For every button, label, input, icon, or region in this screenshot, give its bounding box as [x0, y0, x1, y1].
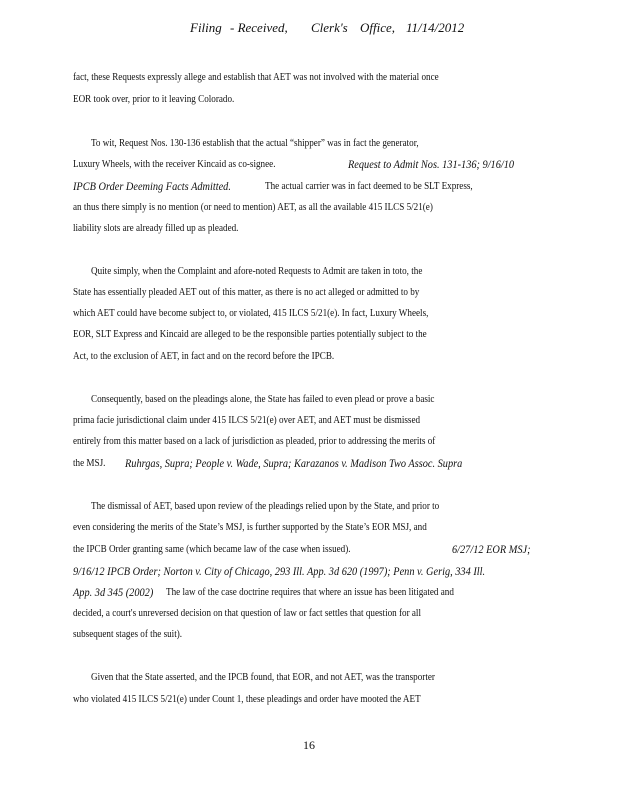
header-received: - Received, [230, 20, 288, 35]
body-line: entirely from this matter based on a lack of jurisdiction as pleaded, prior to addressing the merits of [73, 436, 436, 447]
body-line: Luxury Wheels, with the receiver Kincaid as co-signee. [73, 159, 276, 170]
citation: 6/27/12 EOR MSJ; [452, 542, 531, 556]
body-line: liability slots are already filled up as pleaded. [73, 223, 239, 234]
body-line: Act, to the exclusion of AET, in fact and on the record before the IPCB. [73, 351, 335, 362]
body-line: decided, a court's unreversed decision on that question of law or fact settles that question for all [73, 608, 422, 619]
body-line: which AET could have become subject to, or violated, 415 ILCS 5/21(e). In fact, Luxury Wheels, [73, 308, 429, 319]
body-line: subsequent stages of the suit). [73, 629, 183, 640]
body-line: prima facie jurisdictional claim under 415 ILCS 5/21(e) over AET, and AET must be dismissed [73, 415, 421, 426]
body-line: the IPCB Order granting same (which became law of the case when issued). [73, 544, 351, 555]
header-clerks: Clerk's [311, 20, 348, 35]
page-number: 16 [303, 738, 315, 752]
header-filing: Filing [190, 20, 222, 35]
body-line: fact, these Requests expressly allege and establish that AET was not involved with the material once [73, 72, 439, 83]
header-date: 11/14/2012 [406, 20, 465, 35]
body-line: even considering the merits of the State’s MSJ, is further supported by the State’s EOR MSJ, and [73, 522, 427, 533]
body-line: EOR, SLT Express and Kincaid are alleged to be the responsible parties potentially subject to the [73, 329, 427, 340]
body-line: an thus there simply is no mention (or need to mention) AET, as all the available 415 ILCS 5/21(e) [73, 202, 433, 213]
body-line: The dismissal of AET, based upon review of the pleadings relied upon by the State, and prior to [91, 501, 440, 512]
citation: Ruhrgas, Supra; People v. Wade, Supra; Karazanos v. Madison Two Assoc. Supra [125, 456, 463, 470]
body-line: the MSJ. [73, 458, 106, 469]
body-line: State has essentially pleaded AET out of this matter, as there is no act alleged or admitted to by [73, 287, 420, 298]
body-line: who violated 415 ILCS 5/21(e) under Count 1, these pleadings and order have mooted the AET [73, 694, 421, 705]
body-line: To wit, Request Nos. 130-136 establish that the actual “shipper” was in fact the generator, [91, 138, 419, 149]
body-line: Quite simply, when the Complaint and afore-noted Requests to Admit are taken in toto, the [91, 266, 423, 277]
body-line: The actual carrier was in fact deemed to be SLT Express, [265, 181, 473, 192]
header-office: Office, [360, 20, 396, 35]
citation: 9/16/12 IPCB Order; Norton v. City of Chicago, 293 Ill. App. 3d 620 (1997); Penn v. Gerig, 334 Ill. [73, 564, 486, 578]
body-line: Given that the State asserted, and the IPCB found, that EOR, and not AET, was the transporter [91, 672, 435, 683]
body-line: EOR took over, prior to it leaving Colorado. [73, 94, 235, 105]
citation: Request to Admit Nos. 131-136; 9/16/10 [348, 157, 515, 171]
citation: IPCB Order Deeming Facts Admitted. [73, 179, 231, 193]
citation: App. 3d 345 (2002) [73, 585, 154, 599]
body-line: The law of the case doctrine requires that where an issue has been litigated and [166, 587, 454, 598]
body-line: Consequently, based on the pleadings alone, the State has failed to even plead or prove a basic [91, 394, 435, 405]
